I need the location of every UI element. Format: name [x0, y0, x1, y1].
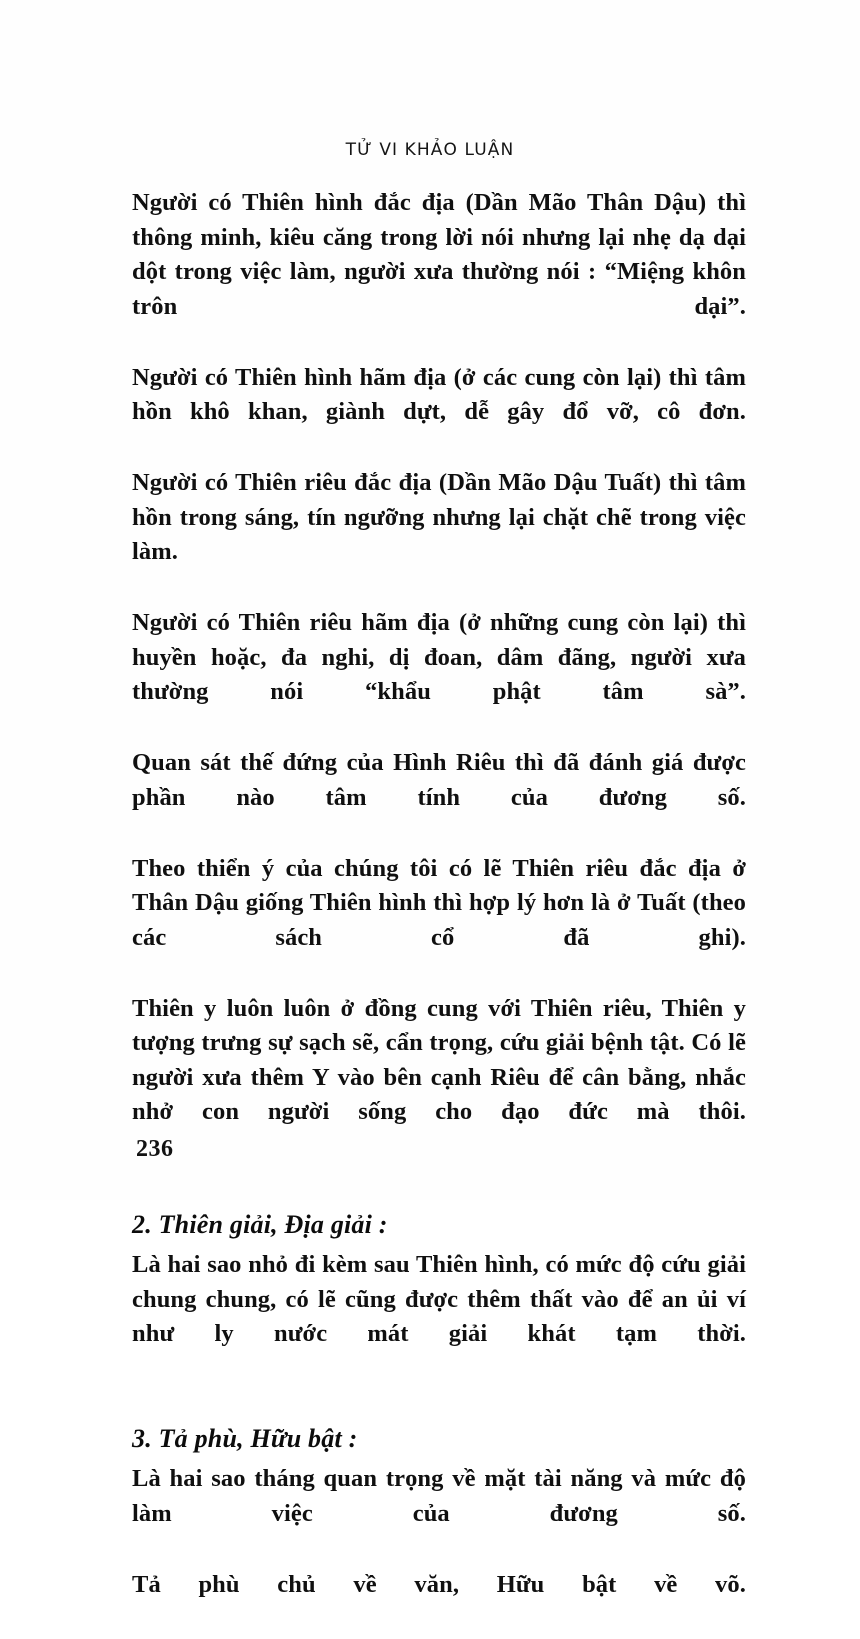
paragraph: Là hai sao tháng quan trọng về mặt tài năng và mức độ làm việc của đương số. — [132, 1465, 746, 1527]
paragraph: Thiên y luôn luôn ở đồng cung với Thiên riêu, Thiên y tượng trưng sự sạch sẽ, cẩn trọng, cứu giải bệnh tật. Có lẽ người xưa thêm Y vào bên cạnh Riêu để cân bằng, nhắc nhở con người sống cho đạo đức mà thôi. — [132, 994, 746, 1125]
page-number: 236 — [136, 1136, 174, 1162]
paragraph: Theo thiển ý của chúng tôi có lẽ Thiên riêu đắc địa ở Thân Dậu giống Thiên hình thì hợp lý hơn là ở Tuất (theo các sách cổ đã ghi). — [132, 854, 746, 951]
running-head: TỬ VI KHẢO LUẬN — [345, 140, 515, 160]
paragraph: Tả phù chủ về văn, Hữu bật về võ. — [132, 1570, 746, 1598]
spacer — [132, 1388, 746, 1422]
paragraph: Người có Thiên hình hãm địa (ở các cung còn lại) thì tâm hồn khô khan, giành dựt, dễ gây đổ vỡ, cô đơn. — [132, 363, 746, 425]
spacer — [132, 1166, 746, 1208]
paragraph: Người có Thiên hình đắc địa (Dần Mão Thân Dậu) thì thông minh, kiêu căng trong lời nói nhưng lại nhẹ dạ dại dột trong việc làm, người xưa thường nói : “Miệng khôn trôn dại”. — [132, 189, 746, 320]
body-text-column — [132, 186, 746, 1639]
section-heading-2: 2. Thiên giải, Địa giải : — [132, 1210, 388, 1239]
paragraph: Người có Thiên riêu đắc địa (Dần Mão Dậu Tuất) thì tâm hồn trong sáng, tín ngưỡng nhưng lại chặt chẽ trong việc làm. — [132, 469, 746, 565]
paragraph: Người có Thiên riêu hãm địa (ở những cung còn lại) thì huyền hoặc, đa nghi, dị đoan, dâm đãng, người xưa thường nói “khẩu phật tâm sà”. — [132, 609, 746, 705]
section-heading-3: 3. Tả phù, Hữu bật : — [132, 1424, 358, 1453]
paragraph: Quan sát thế đứng của Hình Riêu thì đã đánh giá được phần nào tâm tính của đương số. — [132, 749, 746, 811]
paragraph: Là hai sao nhỏ đi kèm sau Thiên hình, có mức độ cứu giải chung chung, có lẽ cũng được thêm thất vào để an ủi ví như ly nước mát giải khát tạm thời. — [132, 1251, 746, 1347]
